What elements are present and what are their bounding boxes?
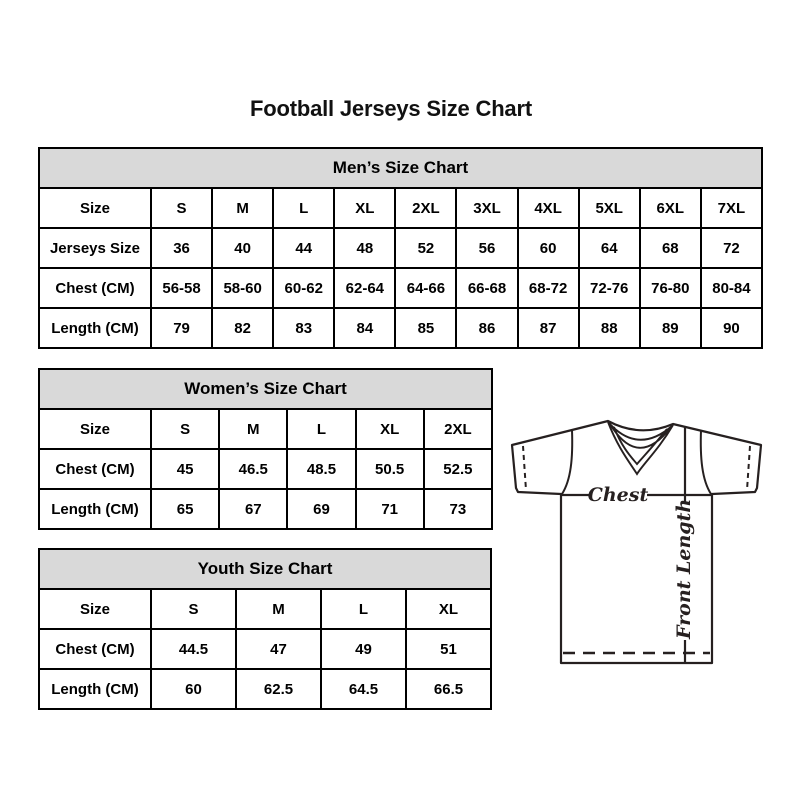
row-label: Chest (CM) xyxy=(39,268,151,308)
value-cell: 84 xyxy=(334,308,395,348)
value-cell: 40 xyxy=(212,228,273,268)
table-row xyxy=(39,449,492,489)
value-cell: 79 xyxy=(151,308,212,348)
table-row xyxy=(39,188,762,228)
value-cell: 48.5 xyxy=(287,449,355,489)
value-cell: 68-72 xyxy=(518,268,579,308)
value-cell: 47 xyxy=(236,629,321,669)
value-cell: 56-58 xyxy=(151,268,212,308)
cuff-dash-right xyxy=(747,446,750,490)
value-cell: 52 xyxy=(395,228,456,268)
table-row xyxy=(39,489,492,529)
value-cell: 88 xyxy=(579,308,640,348)
womens-size-table xyxy=(38,368,493,530)
value-cell: 83 xyxy=(273,308,334,348)
row-label: Length (CM) xyxy=(39,308,151,348)
value-cell: 51 xyxy=(406,629,491,669)
value-cell: L xyxy=(321,589,406,629)
mens-size-table xyxy=(38,147,763,349)
row-label: Size xyxy=(39,409,151,449)
value-cell: L xyxy=(287,409,355,449)
table-row xyxy=(39,669,491,709)
jersey-diagram xyxy=(500,400,780,690)
value-cell: 64 xyxy=(579,228,640,268)
value-cell: 76-80 xyxy=(640,268,701,308)
value-cell: XL xyxy=(334,188,395,228)
value-cell: 7XL xyxy=(701,188,762,228)
cuff-dash-left xyxy=(523,446,526,490)
table-header-row xyxy=(39,549,491,589)
youth-size-table xyxy=(38,548,492,710)
table-row xyxy=(39,409,492,449)
value-cell: L xyxy=(273,188,334,228)
value-cell: 2XL xyxy=(424,409,492,449)
value-cell: 89 xyxy=(640,308,701,348)
value-cell: 48 xyxy=(334,228,395,268)
table-header-row xyxy=(39,148,762,188)
value-cell: 2XL xyxy=(395,188,456,228)
value-cell: 87 xyxy=(518,308,579,348)
table-row xyxy=(39,228,762,268)
value-cell: 44 xyxy=(273,228,334,268)
armhole-seam-left xyxy=(562,430,572,494)
armhole-seam-right xyxy=(701,430,711,494)
row-label: Length (CM) xyxy=(39,489,151,529)
table-title: Youth Size Chart xyxy=(39,549,491,589)
value-cell: 85 xyxy=(395,308,456,348)
value-cell: M xyxy=(219,409,287,449)
value-cell: S xyxy=(151,589,236,629)
row-label: Length (CM) xyxy=(39,669,151,709)
value-cell: 5XL xyxy=(579,188,640,228)
value-cell: 80-84 xyxy=(701,268,762,308)
chest-label: Chest xyxy=(587,484,649,506)
table-row xyxy=(39,629,491,669)
value-cell: 36 xyxy=(151,228,212,268)
row-label: Chest (CM) xyxy=(39,449,151,489)
value-cell: M xyxy=(212,188,273,228)
value-cell: 3XL xyxy=(456,188,517,228)
value-cell: 49 xyxy=(321,629,406,669)
value-cell: 60 xyxy=(518,228,579,268)
value-cell: 72-76 xyxy=(579,268,640,308)
value-cell: 60-62 xyxy=(273,268,334,308)
value-cell: 82 xyxy=(212,308,273,348)
value-cell: M xyxy=(236,589,321,629)
page-title: Football Jerseys Size Chart xyxy=(250,96,532,121)
value-cell: 56 xyxy=(456,228,517,268)
value-cell: 62.5 xyxy=(236,669,321,709)
row-label: Chest (CM) xyxy=(39,629,151,669)
value-cell: 64-66 xyxy=(395,268,456,308)
row-label: Jerseys Size xyxy=(39,228,151,268)
value-cell: 69 xyxy=(287,489,355,529)
table-row xyxy=(39,589,491,629)
value-cell: 62-64 xyxy=(334,268,395,308)
value-cell: 50.5 xyxy=(356,449,424,489)
value-cell: 52.5 xyxy=(424,449,492,489)
value-cell: 71 xyxy=(356,489,424,529)
table-row xyxy=(39,268,762,308)
row-label: Size xyxy=(39,589,151,629)
value-cell: 64.5 xyxy=(321,669,406,709)
value-cell: 6XL xyxy=(640,188,701,228)
value-cell: 65 xyxy=(151,489,219,529)
table-header-row xyxy=(39,369,492,409)
value-cell: 67 xyxy=(219,489,287,529)
value-cell: 4XL xyxy=(518,188,579,228)
table-title: Women’s Size Chart xyxy=(39,369,492,409)
table-row xyxy=(39,308,762,348)
value-cell: XL xyxy=(356,409,424,449)
jersey-outline-shape xyxy=(512,421,761,663)
value-cell: 60 xyxy=(151,669,236,709)
row-label: Size xyxy=(39,188,151,228)
value-cell: 86 xyxy=(456,308,517,348)
value-cell: 45 xyxy=(151,449,219,489)
value-cell: 73 xyxy=(424,489,492,529)
value-cell: 46.5 xyxy=(219,449,287,489)
value-cell: S xyxy=(151,409,219,449)
value-cell: 66.5 xyxy=(406,669,491,709)
value-cell: 90 xyxy=(701,308,762,348)
value-cell: S xyxy=(151,188,212,228)
value-cell: 58-60 xyxy=(212,268,273,308)
value-cell: 68 xyxy=(640,228,701,268)
table-title: Men’s Size Chart xyxy=(39,148,762,188)
value-cell: 66-68 xyxy=(456,268,517,308)
value-cell: XL xyxy=(406,589,491,629)
value-cell: 44.5 xyxy=(151,629,236,669)
front-length-label: Front Length xyxy=(673,498,695,639)
value-cell: 72 xyxy=(701,228,762,268)
